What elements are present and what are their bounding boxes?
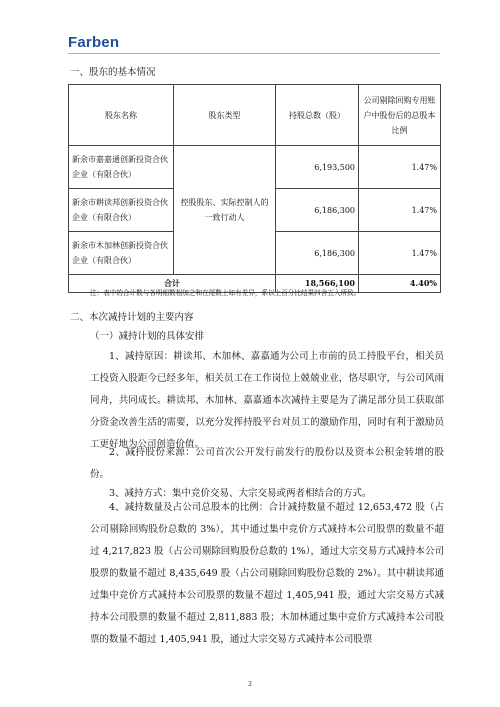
paragraph-source: 2、减持股份来源：公司首次公开发行前发行的股份以及资本公积金转增的股份。	[90, 447, 444, 480]
table-note: 注：表中的合计数与各明细数相加之和在尾数上如有差异，系以上百分比结果四舍五入所致。	[90, 289, 361, 297]
holder-name: 新余市木加林创新投资合伙企业（有限合伙）	[69, 232, 174, 275]
paragraph-reason: 1、减持原因：耕读邦、木加林、嘉嘉通为公司上市前的员工持股平台，相关员工投资入股距今已经多年，相关员工在工作岗位上兢兢业业，恪尽职守，与公司风雨同舟，共同成长。耕读邦、木加林、嘉嘉通本次减持主要是为了满足部分员工获取部分资金改善生活的需要，以充分发挥持股平台对员工的激励作用，同时有利于激励员工更好地为公司创造价值。	[90, 351, 444, 450]
header-divider	[68, 53, 440, 54]
section-2-title: 二、本次减持计划的主要内容	[70, 312, 194, 323]
page-number: 2	[248, 680, 252, 688]
section-1-title: 一、股东的基本情况	[70, 67, 156, 78]
paragraph-quantity: 4、减持数量及占公司总股本的比例：合计减持数量不超过 12,653,472 股（占公司剔除回购股份总数的 3%），其中通过集中竞价方式减持本公司股票的数量不超过 4,217,823 股（占公司剔除回购股份总数的 1%），通过大宗交易方式减持本公司股票的数量不超过 8,435,649 股（占公司剔除回购股份总数的 2%）。其中耕读邦通过集中竞价方式减持本公司股票的数量不超过 1,405,941 股，通过大宗交易方式减持本公司股票的数量不超过 2,811,883 股；木加林通过集中竞价方式减持本公司股票的数量不超过 1,405,941 股，通过大宗交易方式减持本公司股票	[90, 502, 444, 645]
table-row	[69, 146, 441, 189]
holder-ratio: 1.47%	[359, 189, 441, 232]
col-header-shares: 持股总数（股）	[276, 85, 359, 146]
subsection-1-title: （一）减持计划的具体安排	[90, 331, 205, 342]
holder-shares: 6,186,300	[276, 232, 359, 275]
holder-shares: 6,193,500	[276, 146, 359, 189]
col-header-name: 股东名称	[69, 85, 174, 146]
holder-type: 控股股东、实际控制人的一致行动人	[174, 146, 276, 275]
holder-ratio: 1.47%	[359, 146, 441, 189]
shareholder-table	[68, 84, 441, 293]
col-header-ratio: 公司剔除回购专用账户中股份后的总股本比例	[359, 85, 441, 146]
holder-name: 新余市耕读邦创新投资合伙企业（有限合伙）	[69, 189, 174, 232]
col-header-type: 股东类型	[174, 85, 276, 146]
total-label: 合计	[69, 275, 276, 293]
table-header-row	[69, 85, 441, 146]
holder-shares: 6,186,300	[276, 189, 359, 232]
total-ratio: 4.40%	[359, 275, 441, 293]
company-logo: Farben	[68, 34, 120, 51]
total-shares: 18,566,100	[276, 275, 359, 293]
holder-ratio: 1.47%	[359, 232, 441, 275]
paragraph-method: 3、减持方式：集中竞价交易、大宗交易或两者相结合的方式。	[109, 488, 372, 499]
holder-name: 新余市嘉嘉通创新投资合伙企业（有限合伙）	[69, 146, 174, 189]
